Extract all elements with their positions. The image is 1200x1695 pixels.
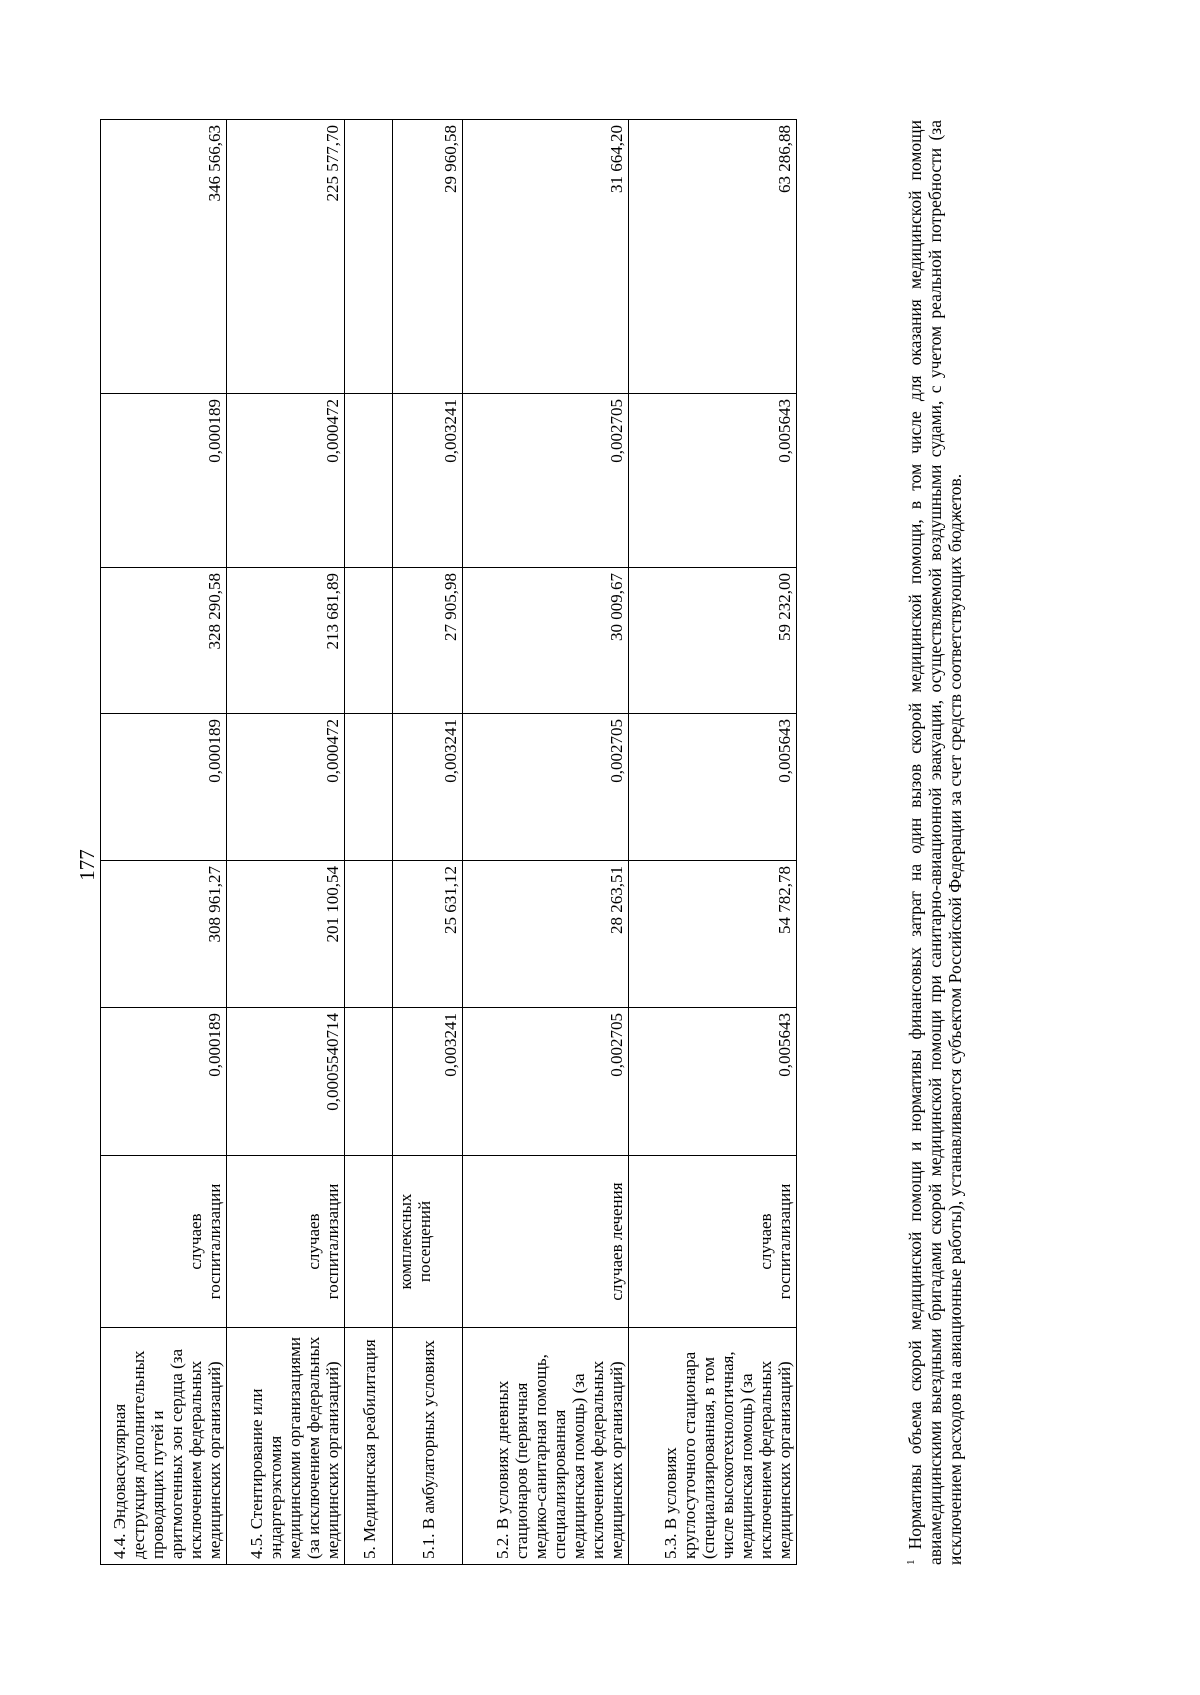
value-cell: 0,005643 <box>629 1008 797 1156</box>
value-cell: 0,005643 <box>629 714 797 861</box>
value-cell: 0,000472 <box>227 714 345 861</box>
row-name-cell: 4.4. Эндоваскулярная деструкция дополнительных проводящих путей и аритмогенных зон сердца (за исключением федеральных медицинских организаций) <box>101 1328 227 1565</box>
value-cell: 308 961,27 <box>101 861 227 1008</box>
value-cell: 328 290,58 <box>101 568 227 714</box>
value-cell: 0,000472 <box>227 394 345 568</box>
footnote <box>905 120 965 1565</box>
row-name-cell: 4.5. Стентирование или эндартерэктомия медицинскими организациями (за исключением федеральных медицинских организаций) <box>227 1328 345 1565</box>
value-cell: 0,002705 <box>463 394 629 568</box>
unit-cell: случаев госпитализации <box>629 1156 797 1328</box>
row-name-cell: 5. Медицинская реабилитация <box>345 1328 393 1565</box>
value-cell: 29 960,58 <box>393 120 463 394</box>
value-cell: 25 631,12 <box>393 861 463 1008</box>
table-row <box>101 120 227 1565</box>
unit-cell: случаев госпитализации <box>227 1156 345 1328</box>
value-cell: 28 263,51 <box>463 861 629 1008</box>
value-cell: 31 664,20 <box>463 120 629 394</box>
value-cell: 27 905,98 <box>393 568 463 714</box>
footnote-mark: 1 <box>905 1559 918 1565</box>
value-cell <box>345 394 393 568</box>
value-cell: 225 577,70 <box>227 120 345 394</box>
table-row <box>227 120 345 1565</box>
value-cell: 0,0005540714 <box>227 1008 345 1156</box>
row-name-cell: 5.2. В условиях дневных стационаров (первичная медико-санитарная помощь, специализированная медицинская помощь) (за исключением федеральных медицинских организаций) <box>463 1328 629 1565</box>
row-name-cell: 5.1. В амбулаторных условиях <box>393 1328 463 1565</box>
value-cell: 0,000189 <box>101 714 227 861</box>
value-cell: 0,005643 <box>629 394 797 568</box>
value-cell: 0,003241 <box>393 714 463 861</box>
value-cell <box>345 120 393 394</box>
value-cell: 0,003241 <box>393 394 463 568</box>
value-cell: 63 286,88 <box>629 120 797 394</box>
value-cell: 201 100,54 <box>227 861 345 1008</box>
table-row <box>463 120 629 1565</box>
unit-cell: случаев лечения <box>463 1156 629 1328</box>
value-cell: 54 782,78 <box>629 861 797 1008</box>
footnote-text: Нормативы объема скорой медицинской помощи и нормативы финансовых затрат на один вызов скорой медицинской помощи, в том числе для оказания медицинской помощи авиамедицинскими выездными бригадами скорой медицинской помощи при санитарно-авиационной эвакуации, осуществляемой воздушными судами, с учетом реальной потребности (за исключением расходов на авиационные работы), устанавливаются субъектом Российской Федерации за счет средств соответствующих бюджетов. <box>905 119 965 1565</box>
norms-table <box>100 119 797 1565</box>
value-cell <box>345 568 393 714</box>
unit-cell: комплексных посещений <box>393 1156 463 1328</box>
value-cell: 0,000189 <box>101 1008 227 1156</box>
unit-cell <box>345 1156 393 1328</box>
table-row <box>393 120 463 1565</box>
unit-cell: случаев госпитализации <box>101 1156 227 1328</box>
value-cell: 346 566,63 <box>101 120 227 394</box>
value-cell: 0,002705 <box>463 714 629 861</box>
value-cell <box>345 714 393 861</box>
value-cell: 213 681,89 <box>227 568 345 714</box>
value-cell: 0,000189 <box>101 394 227 568</box>
table-row <box>629 120 797 1565</box>
value-cell: 0,002705 <box>463 1008 629 1156</box>
page-number: 177 <box>75 849 99 881</box>
row-name-cell: 5.3. В условиях круглосуточного стационара (специализированная, в том числе высокотехнологичная, медицинская помощь) (за исключением федеральных медицинских организаций) <box>629 1328 797 1565</box>
value-cell <box>345 861 393 1008</box>
value-cell: 0,003241 <box>393 1008 463 1156</box>
table-row <box>345 120 393 1565</box>
value-cell: 59 232,00 <box>629 568 797 714</box>
value-cell: 30 009,67 <box>463 568 629 714</box>
value-cell <box>345 1008 393 1156</box>
